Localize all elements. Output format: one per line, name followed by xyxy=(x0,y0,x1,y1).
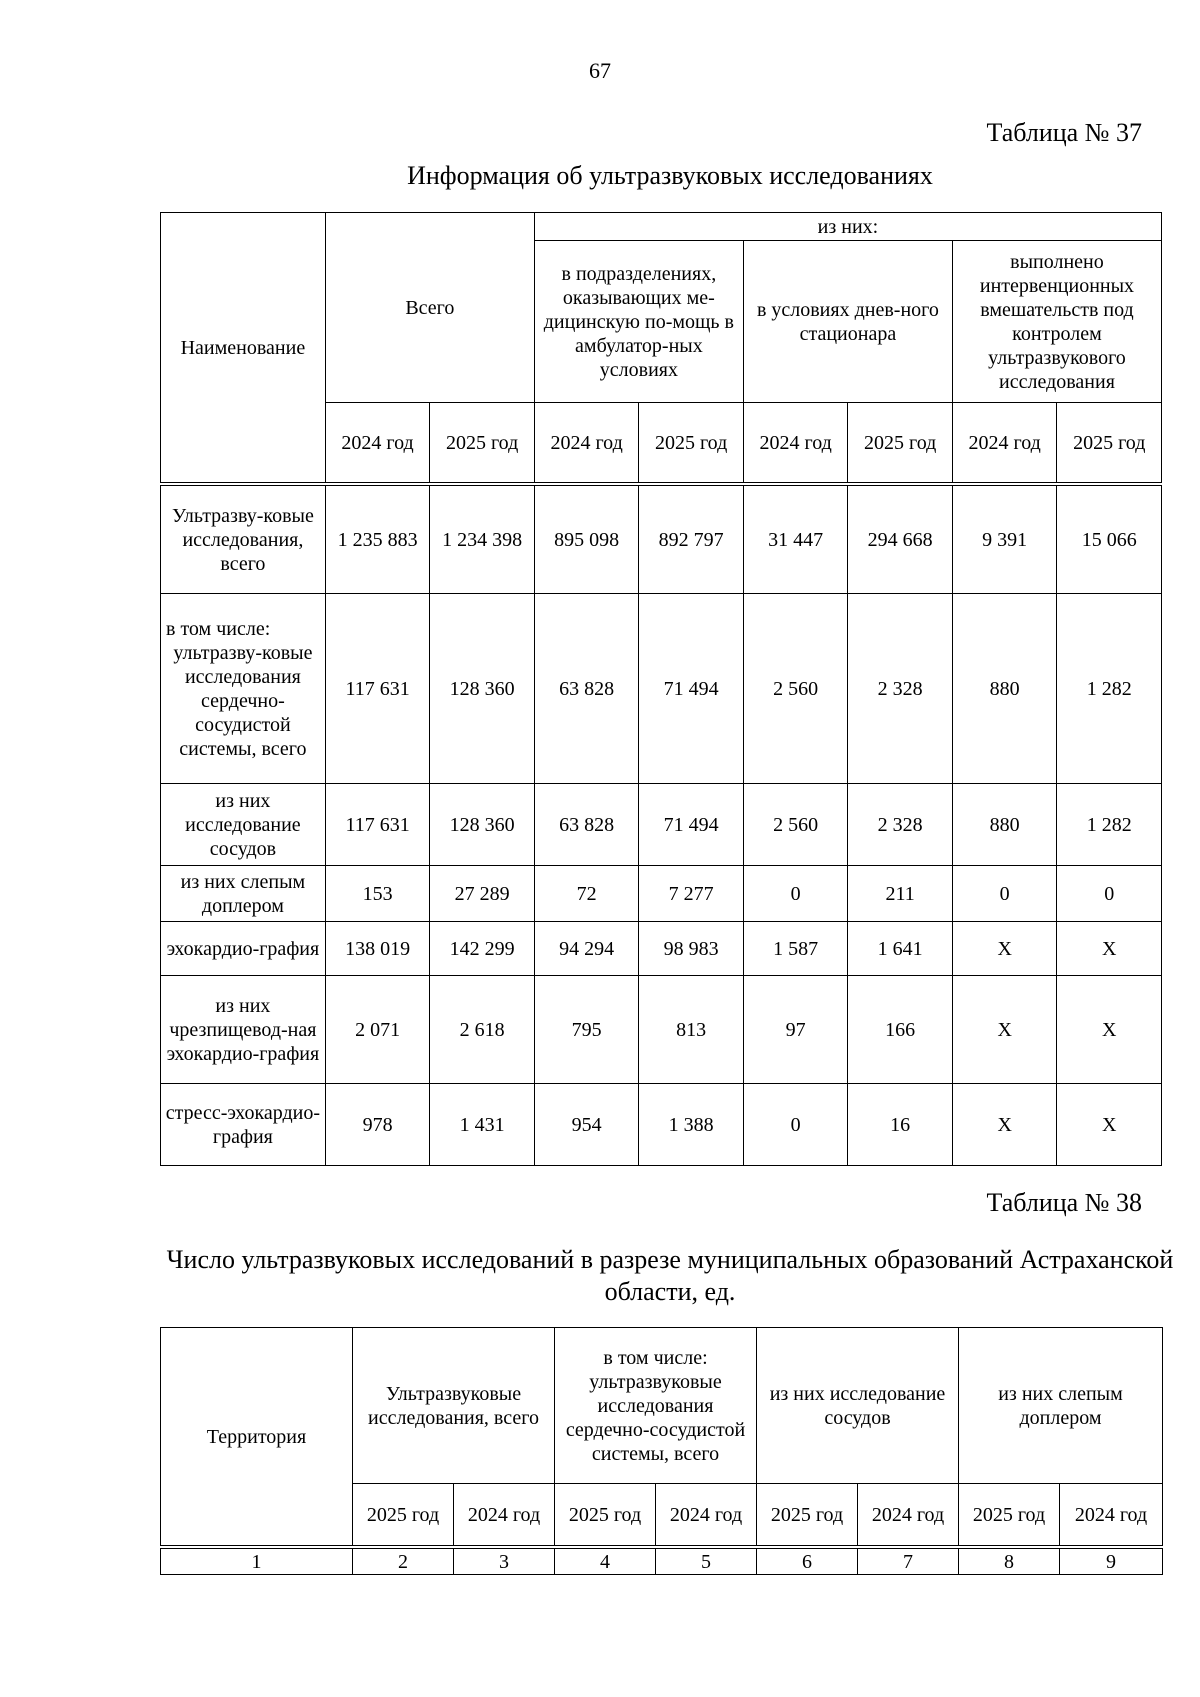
cell-value: 1 388 xyxy=(639,1084,744,1166)
cell-value: 31 447 xyxy=(743,486,848,594)
header-cardio: в том числе: ультразвуковые исследования сердечно-сосудистой системы, всего xyxy=(555,1328,757,1484)
table-38-title: Число ультразвуковых исследований в разрезе муниципальных образований Астраханской области, ед. xyxy=(166,1245,1174,1306)
cell-value: 153 xyxy=(325,866,430,922)
cell-value: 27 289 xyxy=(430,866,535,922)
header-us-total: Ультразвуковые исследования, всего xyxy=(353,1328,555,1484)
header-year: 2024 год xyxy=(858,1484,959,1546)
cell-value: 98 983 xyxy=(639,922,744,976)
cell-value: 0 xyxy=(743,866,848,922)
column-number: 5 xyxy=(656,1549,757,1575)
table-38-label: Таблица № 38 xyxy=(986,1188,1142,1217)
row-name: Ультразву-ковые исследования, всего xyxy=(161,486,326,594)
page-number: 67 xyxy=(589,58,611,83)
cell-value: 1 641 xyxy=(848,922,953,976)
header-outpatient: в подразделениях, оказывающих ме-дицинскую по-мощь в амбулатор-ных условиях xyxy=(534,241,743,403)
cell-value: 1 282 xyxy=(1057,594,1162,784)
cell-value: 2 560 xyxy=(743,594,848,784)
header-blind: из них слепым доплером xyxy=(959,1328,1163,1484)
header-year: 2025 год xyxy=(639,403,744,483)
header-year: 2025 год xyxy=(430,403,535,483)
cell-value: 71 494 xyxy=(639,784,744,866)
table-row xyxy=(161,866,1162,922)
header-year: 2024 год xyxy=(534,403,639,483)
cell-value: 138 019 xyxy=(325,922,430,976)
column-number: 9 xyxy=(1060,1549,1163,1575)
cell-value: 895 098 xyxy=(534,486,639,594)
cell-value: 9 391 xyxy=(952,486,1057,594)
table-row xyxy=(161,486,1162,594)
header-total: Всего xyxy=(325,213,534,403)
header-year: 2024 год xyxy=(1060,1484,1163,1546)
row-name-text: ультразву-ковые исследования сердечно-сосудистой системы, всего xyxy=(173,641,313,760)
table-37-title: Информация об ультразвуковых исследованиях xyxy=(407,161,933,190)
header-of-them: из них: xyxy=(534,213,1161,241)
header-name: Наименование xyxy=(161,213,326,483)
cell-value: 128 360 xyxy=(430,784,535,866)
cell-value: 1 587 xyxy=(743,922,848,976)
header-year: 2024 год xyxy=(952,403,1057,483)
table-row xyxy=(161,922,1162,976)
header-year: 2025 год xyxy=(555,1484,656,1546)
cell-value: 7 277 xyxy=(639,866,744,922)
cell-value: 2 618 xyxy=(430,976,535,1084)
cell-value: Х xyxy=(952,922,1057,976)
cell-value: 1 234 398 xyxy=(430,486,535,594)
cell-value: 0 xyxy=(743,1084,848,1166)
column-numbers-row xyxy=(161,1549,1163,1575)
header-year: 2025 год xyxy=(757,1484,858,1546)
header-year: 2025 год xyxy=(1057,403,1162,483)
cell-value: 978 xyxy=(325,1084,430,1166)
cell-value: Х xyxy=(952,976,1057,1084)
header-territory: Территория xyxy=(161,1328,353,1546)
header-year: 2024 год xyxy=(454,1484,555,1546)
header-year: 2025 год xyxy=(959,1484,1060,1546)
ultrasound-info-table xyxy=(160,212,1162,1166)
cell-value: 15 066 xyxy=(1057,486,1162,594)
cell-value: 1 282 xyxy=(1057,784,1162,866)
cell-value: 0 xyxy=(952,866,1057,922)
table-row xyxy=(161,784,1162,866)
column-number: 7 xyxy=(858,1549,959,1575)
cell-value: 97 xyxy=(743,976,848,1084)
cell-value: 2 560 xyxy=(743,784,848,866)
column-number: 1 xyxy=(161,1549,353,1575)
cell-value: 2 328 xyxy=(848,594,953,784)
row-name: эхокардио-графия xyxy=(161,922,326,976)
cell-value: 813 xyxy=(639,976,744,1084)
cell-value: 880 xyxy=(952,594,1057,784)
row-name xyxy=(161,594,326,784)
cell-value: Х xyxy=(952,1084,1057,1166)
cell-value: 72 xyxy=(534,866,639,922)
row-prefix: в том числе: xyxy=(166,617,271,640)
header-year: 2024 год xyxy=(325,403,430,483)
cell-value: 0 xyxy=(1057,866,1162,922)
header-year: 2025 год xyxy=(848,403,953,483)
header-year: 2025 год xyxy=(353,1484,454,1546)
cell-value: 1 235 883 xyxy=(325,486,430,594)
cell-value: 63 828 xyxy=(534,594,639,784)
row-name: из них чрезпищевод-ная эхокардио-графия xyxy=(161,976,326,1084)
column-number: 6 xyxy=(757,1549,858,1575)
column-number: 2 xyxy=(353,1549,454,1575)
cell-value: 94 294 xyxy=(534,922,639,976)
cell-value: 2 328 xyxy=(848,784,953,866)
cell-value: 880 xyxy=(952,784,1057,866)
cell-value: Х xyxy=(1057,1084,1162,1166)
header-day-hospital: в условиях днев-ного стационара xyxy=(743,241,952,403)
cell-value: 71 494 xyxy=(639,594,744,784)
row-name: из них исследование сосудов xyxy=(161,784,326,866)
column-number: 4 xyxy=(555,1549,656,1575)
header-year: 2024 год xyxy=(656,1484,757,1546)
table-row xyxy=(161,1084,1162,1166)
header-vessels: из них исследование сосудов xyxy=(757,1328,959,1484)
row-name: из них слепым доплером xyxy=(161,866,326,922)
header-year: 2024 год xyxy=(743,403,848,483)
row-name: стресс-эхокардио-графия xyxy=(161,1084,326,1166)
cell-value: 117 631 xyxy=(325,784,430,866)
cell-value: Х xyxy=(1057,922,1162,976)
header-interventions: выполнено интервенционных вмешательств под контролем ультразвукового исследования xyxy=(952,241,1161,403)
cell-value: 63 828 xyxy=(534,784,639,866)
cell-value: 294 668 xyxy=(848,486,953,594)
cell-value: 117 631 xyxy=(325,594,430,784)
cell-value: 1 431 xyxy=(430,1084,535,1166)
cell-value: 2 071 xyxy=(325,976,430,1084)
municipal-ultrasound-table xyxy=(160,1327,1163,1575)
cell-value: 795 xyxy=(534,976,639,1084)
cell-value: Х xyxy=(1057,976,1162,1084)
cell-value: 892 797 xyxy=(639,486,744,594)
table-row xyxy=(161,976,1162,1084)
table-37-label: Таблица № 37 xyxy=(986,118,1142,147)
cell-value: 16 xyxy=(848,1084,953,1166)
cell-value: 128 360 xyxy=(430,594,535,784)
cell-value: 166 xyxy=(848,976,953,1084)
cell-value: 211 xyxy=(848,866,953,922)
cell-value: 142 299 xyxy=(430,922,535,976)
column-number: 3 xyxy=(454,1549,555,1575)
cell-value: 954 xyxy=(534,1084,639,1166)
table-row xyxy=(161,594,1162,784)
column-number: 8 xyxy=(959,1549,1060,1575)
